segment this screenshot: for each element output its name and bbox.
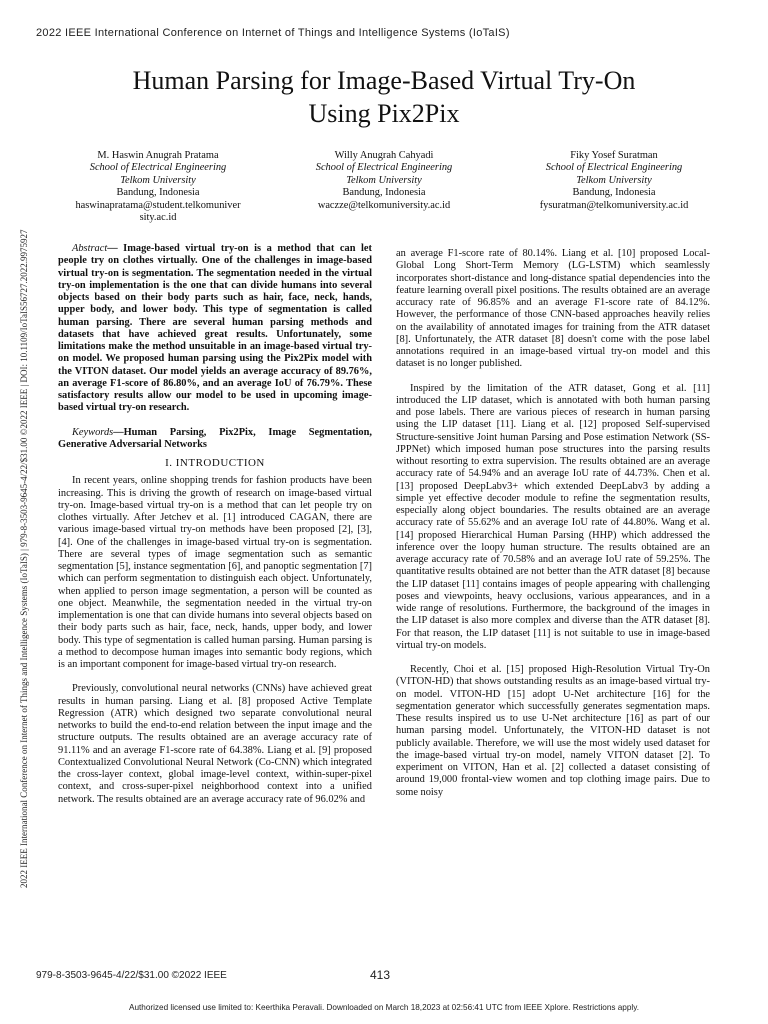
license-notice: Authorized licensed use limited to: Keerthika Peravali. Downloaded on March 18,2023 at 02:56:41 UTC from IEEE Xplore. Restrictions apply. — [128, 1003, 639, 1012]
author-dept: School of Electrical Engineering — [315, 162, 453, 174]
conference-header: 2022 IEEE International Conference on Internet of Things and Intelligence Systems (IoTaIS) — [36, 27, 510, 39]
author-name: Willy Anugrah Cahyadi — [334, 150, 434, 161]
side-doi-strip: 2022 IEEE International Conference on Internet of Things and Intelligence Systems (IoTaIS) | 979-8-3503-9645-4/22/$31.00 ©2022 IEEE | DOI: 10.1109/IoTaIS56727.2022.9975927 — [19, 229, 29, 888]
author-name: M. Haswin Anugrah Pratama — [97, 150, 219, 161]
body-paragraph: In recent years, online shopping trends for fashion products have been increasing. This is driving the growth of research on image-based virtual try-on. Image-based virtual try-on is a method that can let people try on clothes virtually. After Jetchev et al. [1] introduced CAGAN, there are various image-based virtual try-on methods have been proposed [2], [3], [4]. One of the challenges in image-based virtual try-on is segmentation. There are several types of image segmentation such as semantic segmentation [5], instance segmentation [6], and panoptic segmentation [7] which can perform segmentation to distinguish each object. Unfortunately, when applied to person image segmentation, a person will be counted as one object. Meanwhile, the segmentation needed in the virtual try-on implementation is one that can divide humans into several objects based on their body parts such as hair, face, neck, hands, upper body, and lower body. This type of segmentation is called human parsing. Human parsing is a method to decompose human images into semantic body regions, which is an important component for image-based virtual try-on research. — [58, 475, 372, 670]
author-name: Fiky Yosef Suratman — [570, 150, 658, 161]
paper-title — [0, 64, 768, 130]
body-paragraph: Previously, convolutional neural networks (CNNs) have achieved great results in human parsing. Liang et al. [8] proposed Active Template Regression (ATR) which designed two separate convolutional neural networks to build the end-to-end relation between the input image and the structure outputs. The results obtained are an average accuracy rate of 91.11% and an average F1-score rate of 64.38%. Liang et al. [9] proposed Contextualized Convolutional Neural Network (Co-CNN) which integrated the cross-layer context, global image-level context, within-super-pixel context, and cross-super-pixel neighborhood context into a unified network. The results obtained are an average accuracy rate of 96.02% and — [58, 683, 372, 805]
keywords-text: —Human Parsing, Pix2Pix, Image Segmentation, Generative Adversarial Networks — [58, 426, 372, 450]
author-dept: School of Electrical Engineering — [89, 162, 227, 174]
author-2 — [284, 150, 484, 212]
author-univ: Telkom University — [346, 174, 422, 186]
page-number: 413 — [370, 968, 391, 982]
author-city: Bandung, Indonesia — [572, 187, 656, 199]
abstract-text: — Image-based virtual try-on is a method that can let people try on clothes virtually. One of the challenges in image-based virtual try-on is segmentation. The segmentation needed in the virtual try-on implementation is the one that can divide humans into several objects based on their body parts such as hair, face, neck, hands, upper body, and lower body. This type of segmentation is called human parsing. There are several human parsing methods and datasets that have achieved great results. Unfortunately, some limitations make the method unsuitable in an image-based virtual try-on model. We proposed human parsing using the Pix2Pix model with the VITON dataset. Our model yields an average accuracy of 89.76%, an average F1-score of 86.80%, and an average IoU of 76.79%. These satisfactory results allow our model to be used in upcoming image-based virtual try-on research. — [58, 243, 372, 414]
author-dept: School of Electrical Engineering — [545, 162, 683, 174]
keywords — [58, 427, 372, 452]
author-city: Bandung, Indonesia — [116, 187, 200, 199]
footer-isbn: 979-8-3503-9645-4/22/$31.00 ©2022 IEEE — [36, 970, 227, 981]
body-paragraph: Inspired by the limitation of the ATR dataset, Gong et al. [11] introduced the LIP dataset, which is annotated with both human parsing and pose labels. There are various pieces of research in human parsing using the LIP dataset [11]. Liang et al. [12] proposed Self-supervised Structure-sensitive Joint human Parsing and Pose estimation Network (SS-JPPNet) which imposed human pose structures into the parsing results without resorting to extra supervision. The results obtained are an average accuracy rate of 54.94% and an average IoU rate of 44.73%. Chen et al. [13] proposed DeepLabv3+ which extended DeepLabv3 by adding a simple yet effective decoder module to refine the segmentation results, especially along object boundaries. The results obtained are an average accuracy rate of 55.62% and an average IoU rate of 44.80%. Wang et al. [14] proposed Hierarchical Human Parsing (HHP) which addressed the inference over the loopy human structure. The results obtained are an average accuracy rate of 70.58% and an average IoU rate of 59.25%. The quantitative results obtained are not better than the ATR dataset [8] because the LIP dataset [11] contains images of people appearing with challenging poses and viewpoints, heavy occlusions, various appearances, and in a wide range of resolutions. Furthermore, the background of the images in the LIP dataset is also more complex and diverse than the ATR dataset [8]. For that reason, the LIP dataset [11] is not suitable to use in image-based virtual try-on models. — [396, 382, 710, 651]
author-3 — [514, 150, 714, 212]
body-paragraph: Recently, Choi et al. [15] proposed High-Resolution Virtual Try-On (VITON-HD) that shows outstanding results as an image-based virtual try-on model. VITON-HD [15] adopt U-Net architecture [16] for the segmentation generator which successfully generates segmentation maps. These results inspired us to use U-Net architecture [16] as part of our human parsing model. Unfortunately, the VITON-HD dataset is not publicly available. Therefore, we will use the most widely used dataset for the image-based virtual try-on model, namely VITON dataset [2]. To experiment on VITON, Han et al. [2] collected a dataset consisting of around 19,000 frontal-view women and top clothing image pairs. Due to some noisy — [396, 664, 710, 798]
author-email: haswinapratama@student.telkomuniver — [75, 199, 241, 211]
body-paragraph: an average F1-score rate of 80.14%. Liang et al. [10] proposed Local-Global Long Short-Term Memory (LG-LSTM) which seamlessly incorporates short-distance and long-distance spatial dependencies into the feature learning overall pixel positions. The results obtained are an average accuracy rate of 96.85% and an average F1-score rate of 84.12%. However, the performance of those CNN-based approaches heavily relies on the availability of annotated images for training from the ATR dataset [8]. Unfortunately, the ATR dataset [8] doesn't come with the pose label annotations required in an image-based virtual try-on model and this dataset is no longer published. — [396, 248, 710, 370]
keywords-lead: Keywords — [72, 426, 114, 438]
author-1 — [58, 150, 258, 224]
section-heading-introduction: I. INTRODUCTION — [165, 457, 265, 469]
right-column — [396, 248, 710, 799]
author-city: Bandung, Indonesia — [342, 187, 426, 199]
author-univ: Telkom University — [120, 174, 196, 186]
author-email: waczze@telkomuniversity.ac.id — [317, 199, 451, 211]
abstract-lead: Abstract — [72, 243, 108, 254]
author-email: fysuratman@telkomuniversity.ac.id — [539, 199, 689, 211]
paper-title-line-1: Human Parsing for Image-Based Virtual Try-On — [132, 66, 636, 95]
left-column — [58, 243, 372, 806]
abstract — [58, 243, 372, 415]
paper-title-line-2: Using Pix2Pix — [308, 99, 460, 128]
author-email-cont: sity.ac.id — [139, 212, 177, 224]
author-univ: Telkom University — [576, 174, 652, 186]
